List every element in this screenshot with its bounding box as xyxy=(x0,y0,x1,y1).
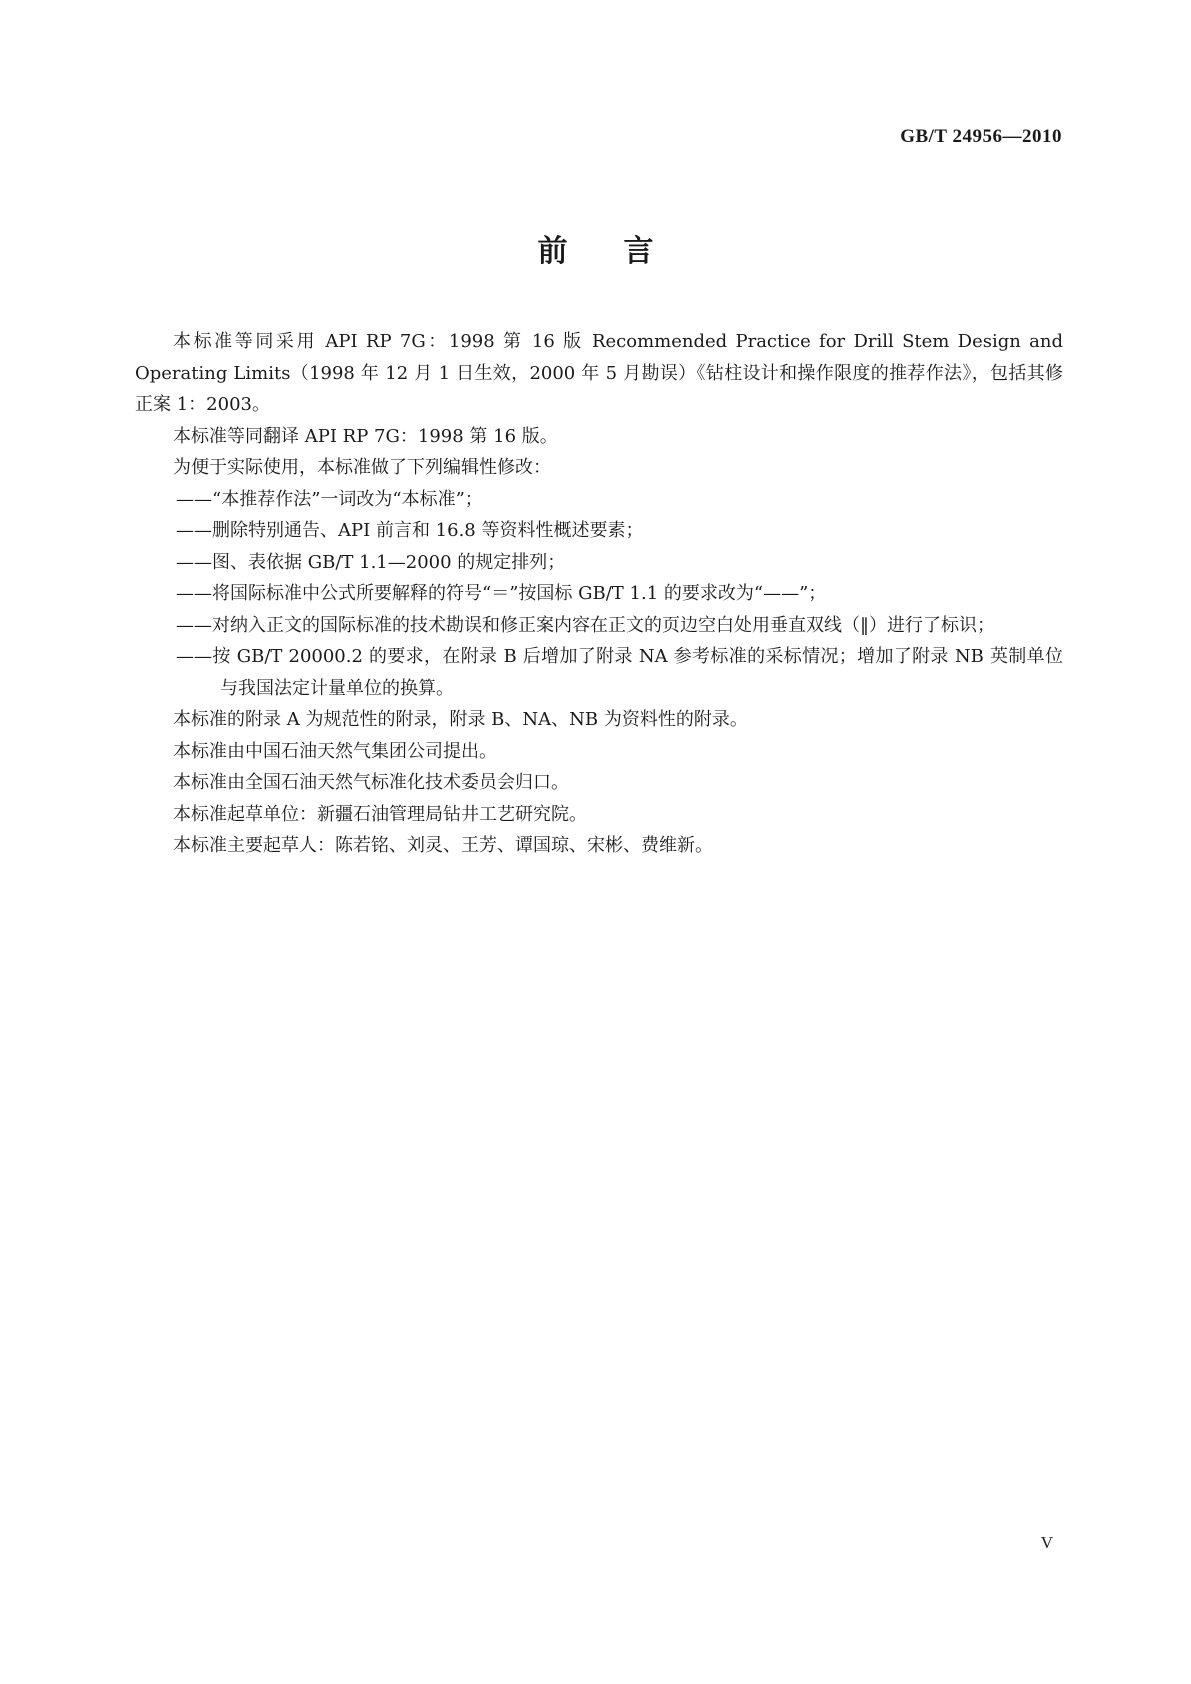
paragraph-proposer: 本标准由中国石油天然气集团公司提出。 xyxy=(173,740,497,762)
list-item: ——图、表依据 GB/T 1.1—2000 的规定排列； xyxy=(176,551,566,573)
paragraph-drafting-unit: 本标准起草单位：新疆石油管理局钻井工艺研究院。 xyxy=(173,803,587,825)
paragraph-annexes: 本标准的附录 A 为规范性的附录，附录 B、NA、NB 为资料性的附录。 xyxy=(173,709,748,730)
page-title: 前言 xyxy=(537,234,710,269)
list-item: ——按 GB/T 20000.2 的要求，在附录 B 后增加了附录 NA 参考标准的采标情况；增加了附录 NB 英制单位与我国法定计量单位的换算。 xyxy=(176,646,1063,699)
paragraph-committee: 本标准由全国石油天然气标准化技术委员会归口。 xyxy=(173,772,569,793)
standard-number: GB/T 24956—2010 xyxy=(900,126,1062,147)
document-body xyxy=(135,326,1063,862)
list-item: ——将国际标准中公式所要解释的符号“＝”按国标 GB/T 1.1 的要求改为“——”； xyxy=(176,583,827,604)
list-item: ——删除特别通告、API 前言和 16.8 等资料性概述要素； xyxy=(176,520,644,541)
list-item: ——对纳入正文的国际标准的技术勘误和修正案内容在正文的页边空白处用垂直双线（‖）进行了标识； xyxy=(176,614,995,636)
paragraph-drafters: 本标准主要起草人：陈若铭、刘灵、王芳、谭国琼、宋彬、费维新。 xyxy=(173,835,713,856)
paragraph-adoption: 本标准等同采用 API RP 7G：1998 第 16 版 Recommended Practice for Drill Stem Design and Operating Limits（1998 年 12 月 1 日生效，2000 年 5 月勘误）《钻柱设计和操作限度的推荐作法》，包括其修正案 1：2003。 xyxy=(135,331,1063,415)
paragraph-translation: 本标准等同翻译 API RP 7G：1998 第 16 版。 xyxy=(173,425,558,447)
page-number: V xyxy=(1040,1533,1053,1552)
paragraph-edits-intro: 为便于实际使用，本标准做了下列编辑性修改： xyxy=(173,457,551,478)
list-item: ——“本推荐作法”一词改为“本标准”； xyxy=(176,488,483,510)
